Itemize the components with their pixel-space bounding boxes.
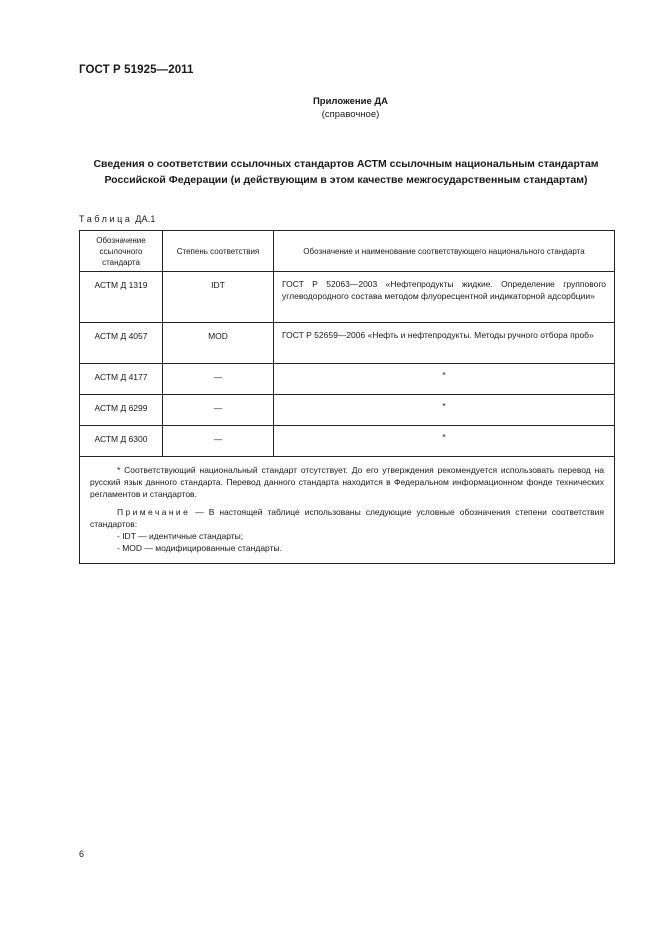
cell-national: * (274, 395, 615, 426)
table-header-row (80, 231, 615, 272)
footnote: * Соответствующий национальный стандарт отсутствует. До его утверждения рекомендуется использовать перевод на русский язык данного стандарта. Перевод данного стандарта находится в Федеральном информационном фонде технических регламентов и стандартов. (90, 465, 604, 499)
cell-standard: АСТМ Д 6300 (80, 426, 163, 457)
table-row (80, 323, 615, 364)
header-degree: Степень соответствия (163, 231, 274, 272)
table-row (80, 395, 615, 426)
note-item-idt: - IDT — идентичные стандарты; (117, 530, 244, 541)
note-item-mod: - MOD — модифицированные стандарты. (117, 542, 282, 553)
cell-standard: АСТМ Д 4057 (80, 323, 163, 364)
note-paragraph (90, 507, 604, 531)
cell-degree: — (163, 395, 274, 426)
correspondence-table (79, 230, 615, 564)
table-caption (79, 214, 156, 224)
appendix-heading (0, 95, 661, 121)
cell-standard: АСТМ Д 1319 (80, 272, 163, 323)
table-caption-word: Таблица (79, 214, 133, 224)
table-row (80, 426, 615, 457)
cell-national: ГОСТ Р 52659—2006 «Нефть и нефтепродукты. Методы ручного отбора проб» (274, 323, 615, 364)
table-row (80, 272, 615, 323)
cell-standard: АСТМ Д 4177 (80, 364, 163, 395)
table-caption-id: ДА.1 (135, 214, 156, 224)
section-title: Сведения о соответствии ссылочных стандартов АСТМ ссылочным национальным стандартам Российской Федерации (и действующим в этом качестве межгосударственным стандартам) (93, 158, 599, 186)
cell-national: ГОСТ Р 52063—2003 «Нефтепродукты жидкие. Определение группового углеводородного состава методом флуоресцентной индикаторной адсорбции» (274, 272, 615, 323)
note-word: Примечание (117, 507, 191, 518)
cell-degree: — (163, 426, 274, 457)
table-notes (80, 457, 615, 564)
header-national: Обозначение и наименование соответствующего национального стандарта (274, 231, 615, 272)
cell-standard: АСТМ Д 6299 (80, 395, 163, 426)
document-header: ГОСТ Р 51925—2011 (79, 64, 194, 76)
cell-degree: MOD (163, 323, 274, 364)
table-row (80, 364, 615, 395)
cell-degree: — (163, 364, 274, 395)
header-standard: Обозначение ссылочного стандарта (80, 231, 163, 272)
appendix-title: Приложение ДА (312, 96, 389, 107)
page-number: 6 (79, 849, 85, 859)
appendix-subtitle: (справочное) (321, 109, 380, 120)
cell-degree: IDT (163, 272, 274, 323)
table-notes-row (80, 457, 615, 564)
cell-national: * (274, 364, 615, 395)
note-text: — В настоящей таблице использованы следующие условные обозначения степени соответствия стандартов: (90, 507, 604, 530)
cell-national: * (274, 426, 615, 457)
